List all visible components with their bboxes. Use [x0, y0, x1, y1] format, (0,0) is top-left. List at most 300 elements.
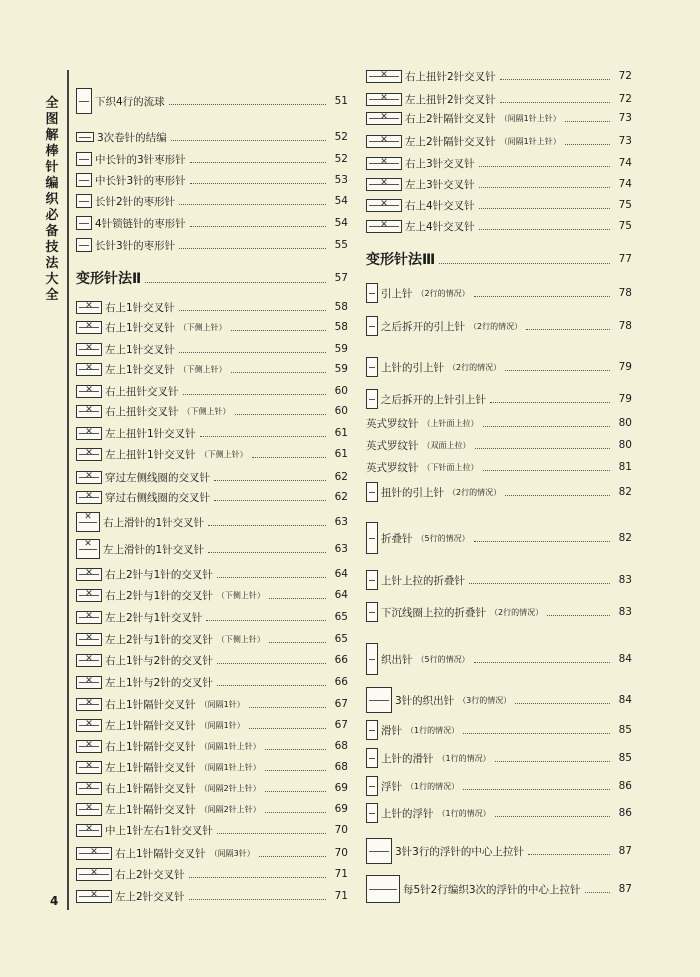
leader-dots — [505, 495, 610, 496]
stitch-symbol-icon — [76, 568, 102, 581]
stitch-symbol-icon — [76, 238, 92, 252]
entry-page-number: 58 — [334, 321, 348, 333]
toc-entry[interactable] — [366, 838, 632, 864]
entry-page-number: 85 — [618, 752, 632, 764]
page-number: 4 — [50, 894, 59, 908]
entry-page-number: 52 — [334, 153, 348, 165]
entry-title: 下沉线圈上拉的折叠针 — [381, 606, 486, 619]
entry-title: 英式罗纹针 — [366, 461, 419, 474]
leader-dots — [269, 598, 326, 599]
leader-dots — [500, 102, 610, 103]
column-divider — [67, 70, 69, 910]
entry-note: （1行的情况） — [437, 753, 491, 763]
entry-title: 右上1针隔针交叉针 — [105, 740, 196, 753]
entry-title: 右上扭针交叉针 — [105, 385, 179, 398]
stitch-symbol-icon — [76, 868, 112, 881]
entry-page-number: 79 — [618, 393, 632, 405]
entry-page-number: 65 — [334, 611, 348, 623]
entry-page-number: 67 — [334, 698, 348, 710]
toc-entry[interactable] — [76, 448, 348, 461]
entry-title: 英式罗纹针 — [366, 439, 419, 452]
entry-page-number: 72 — [618, 70, 632, 82]
leader-dots — [249, 707, 326, 708]
stitch-symbol-icon — [366, 482, 378, 502]
stitch-symbol-icon — [366, 70, 402, 83]
entry-title: 上针的引上针 — [381, 361, 444, 374]
entry-note: （间隔1针上针） — [199, 762, 261, 772]
entry-note: （2行的情况） — [448, 487, 502, 497]
entry-page-number: 62 — [334, 471, 348, 483]
entry-page-number: 69 — [334, 803, 348, 815]
entry-page-number: 67 — [334, 719, 348, 731]
entry-note: （下侧上针） — [199, 449, 248, 459]
leader-dots — [474, 662, 610, 663]
entry-title: 右上扭针交叉针 — [105, 405, 179, 418]
entry-title: 3次卷针的结编 — [97, 131, 167, 144]
toc-entry[interactable] — [366, 522, 632, 554]
toc-entry[interactable] — [366, 112, 632, 125]
entry-note: （间隔3针） — [209, 848, 255, 858]
entry-title: 右上2针交叉针 — [115, 868, 185, 881]
entry-page-number: 78 — [618, 320, 632, 332]
toc-entry[interactable] — [76, 868, 348, 881]
entry-page-number: 63 — [334, 543, 348, 555]
leader-dots — [179, 248, 326, 249]
entry-title: 左上2针交叉针 — [115, 890, 185, 903]
entry-page-number: 66 — [334, 654, 348, 666]
toc-entry[interactable] — [366, 220, 632, 233]
entry-title: 3针3行的浮针的中心上拉针 — [395, 845, 524, 858]
entry-note: （下侧上针） — [178, 322, 227, 332]
entry-page-number: 61 — [334, 448, 348, 460]
toc-entry[interactable] — [76, 405, 348, 418]
toc-entry[interactable] — [76, 676, 348, 689]
leader-dots — [217, 685, 326, 686]
stitch-symbol-icon — [76, 654, 102, 667]
toc-entry[interactable] — [76, 782, 348, 795]
entry-title: 左上扭针2针交叉针 — [405, 93, 496, 106]
entry-title: 左上4针交叉针 — [405, 220, 475, 233]
entry-title: 右上3针交叉针 — [405, 157, 475, 170]
entry-page-number: 83 — [618, 606, 632, 618]
entry-page-number: 73 — [618, 135, 632, 147]
stitch-symbol-icon — [366, 389, 378, 409]
entry-title: 穿过右侧线圈的交叉针 — [105, 491, 210, 504]
stitch-symbol-icon — [366, 602, 378, 622]
stitch-symbol-icon — [76, 132, 94, 142]
spine-title: 全 图 解 棒 针 编 织 必 备 技 法 大 全 — [45, 96, 59, 303]
toc-entry[interactable] — [76, 385, 348, 398]
entry-title: 右上1针与2针的交叉针 — [105, 654, 213, 667]
toc-entry[interactable] — [366, 570, 632, 590]
stitch-symbol-icon — [366, 776, 378, 796]
leader-dots — [190, 183, 326, 184]
entry-title: 扭针的引上针 — [381, 486, 444, 499]
entry-note: （间隔1针） — [199, 720, 245, 730]
entry-page-number: 70 — [334, 847, 348, 859]
toc-entry[interactable] — [366, 389, 632, 409]
entry-title: 长针3针的枣形针 — [95, 239, 176, 252]
toc-entry[interactable] — [76, 803, 348, 816]
stitch-symbol-icon — [76, 216, 92, 230]
toc-entry[interactable] — [366, 602, 632, 622]
entry-page-number: 73 — [618, 112, 632, 124]
entry-page-number: 60 — [334, 385, 348, 397]
entry-page-number: 60 — [334, 405, 348, 417]
toc-entry[interactable] — [366, 417, 632, 430]
stitch-symbol-icon — [76, 890, 112, 903]
leader-dots — [475, 448, 611, 449]
entry-note: （2行的情况） — [416, 288, 470, 298]
stitch-symbol-icon — [366, 687, 392, 713]
entry-page-number: 53 — [334, 174, 348, 186]
toc-entry[interactable] — [76, 824, 348, 837]
stitch-symbol-icon — [76, 471, 102, 484]
entry-title: 长针2针的枣形针 — [95, 195, 176, 208]
leader-dots — [547, 615, 610, 616]
leader-dots — [189, 877, 326, 878]
entry-page-number: 83 — [618, 574, 632, 586]
toc-entry[interactable] — [366, 93, 632, 106]
entry-note: （下侧上针） — [216, 590, 265, 600]
toc-entry[interactable] — [366, 135, 632, 148]
stitch-symbol-icon — [366, 316, 378, 336]
toc-entry[interactable] — [366, 283, 632, 303]
entry-title: 左上2针与1针的交叉针 — [105, 633, 213, 646]
entry-note: （下针面上拉） — [422, 462, 479, 472]
leader-dots — [439, 263, 610, 264]
stitch-symbol-icon — [366, 803, 378, 823]
entry-note: （双面上拉） — [422, 440, 471, 450]
stitch-symbol-icon — [366, 748, 378, 768]
toc-entry[interactable] — [366, 875, 632, 903]
entry-title: 织出针 — [381, 653, 413, 666]
entry-note: （3行的情况） — [458, 695, 512, 705]
toc-entry[interactable] — [366, 178, 632, 191]
leader-dots — [208, 552, 326, 553]
entry-page-number: 78 — [618, 287, 632, 299]
toc-entry[interactable] — [76, 131, 348, 144]
toc-entry[interactable] — [76, 471, 348, 484]
toc-entry[interactable] — [76, 654, 348, 667]
toc-entry[interactable] — [366, 687, 632, 713]
leader-dots — [183, 394, 327, 395]
toc-entry[interactable] — [76, 719, 348, 732]
stitch-symbol-icon — [76, 740, 102, 753]
entry-page-number: 54 — [334, 217, 348, 229]
section-title: 变形针法Ⅱ — [76, 271, 142, 287]
toc-entry[interactable] — [366, 157, 632, 170]
entry-title: 左上2针与1针交叉针 — [105, 611, 203, 624]
entry-page-number: 65 — [334, 633, 348, 645]
leader-dots — [259, 856, 326, 857]
entry-title: 右上2针隔针交叉针 — [405, 112, 496, 125]
leader-dots — [189, 899, 326, 900]
leader-dots — [179, 352, 326, 353]
entry-note: （间隔1针上针） — [499, 113, 561, 123]
toc-entry[interactable] — [366, 803, 632, 823]
section-page-number: 77 — [618, 253, 632, 265]
entry-page-number: 51 — [334, 95, 348, 107]
toc-entry[interactable] — [76, 343, 348, 356]
toc-entry[interactable] — [366, 439, 632, 452]
entry-page-number: 59 — [334, 343, 348, 355]
stitch-symbol-icon — [366, 875, 400, 903]
entry-title: 3针的织出针 — [395, 694, 455, 707]
leader-dots — [217, 577, 326, 578]
toc-entry[interactable] — [366, 316, 632, 336]
toc-entry[interactable] — [76, 611, 348, 624]
entry-title: 右上1针隔针交叉针 — [105, 698, 196, 711]
leader-dots — [179, 310, 326, 311]
leader-dots — [528, 854, 610, 855]
stitch-symbol-icon — [76, 847, 112, 860]
entry-page-number: 87 — [618, 845, 632, 857]
toc-entry[interactable] — [366, 643, 632, 675]
leader-dots — [265, 749, 326, 750]
entry-title: 右上1针隔针交叉针 — [105, 782, 196, 795]
toc-entry[interactable] — [76, 512, 348, 532]
toc-entry[interactable] — [76, 491, 348, 504]
entry-title: 穿过左侧线圈的交叉针 — [105, 471, 210, 484]
stitch-symbol-icon — [76, 512, 100, 532]
entry-page-number: 59 — [334, 363, 348, 375]
stitch-symbol-icon — [366, 220, 402, 233]
entry-note: （下侧上针） — [216, 634, 265, 644]
stitch-symbol-icon — [76, 194, 92, 208]
entry-page-number: 64 — [334, 568, 348, 580]
stitch-symbol-icon — [76, 88, 92, 114]
leader-dots — [231, 372, 326, 373]
leader-dots — [145, 282, 326, 283]
toc-entry[interactable] — [76, 88, 348, 114]
entry-page-number: 52 — [334, 131, 348, 143]
leader-dots — [474, 541, 610, 542]
entry-page-number: 82 — [618, 532, 632, 544]
entry-title: 左上1针隔针交叉针 — [105, 761, 196, 774]
toc-entry[interactable] — [76, 589, 348, 602]
entry-page-number: 75 — [618, 220, 632, 232]
toc-entry[interactable] — [76, 321, 348, 334]
stitch-symbol-icon — [76, 427, 102, 440]
stitch-symbol-icon — [76, 343, 102, 356]
leader-dots — [565, 144, 610, 145]
toc-entry[interactable] — [76, 633, 348, 646]
entry-page-number: 82 — [618, 486, 632, 498]
leader-dots — [490, 402, 610, 403]
entry-note: （间隔2针上针） — [199, 783, 261, 793]
entry-page-number: 86 — [618, 807, 632, 819]
stitch-symbol-icon — [76, 761, 102, 774]
entry-title: 左上1针与2针的交叉针 — [105, 676, 213, 689]
entry-page-number: 74 — [618, 157, 632, 169]
stitch-symbol-icon — [76, 385, 102, 398]
leader-dots — [479, 166, 610, 167]
stitch-symbol-icon — [366, 643, 378, 675]
entry-title: 中上1针左右1针交叉针 — [105, 824, 213, 837]
toc-entry[interactable] — [76, 363, 348, 376]
entry-page-number: 61 — [334, 427, 348, 439]
stitch-symbol-icon — [366, 570, 378, 590]
toc-entry[interactable] — [76, 216, 348, 230]
entry-page-number: 72 — [618, 93, 632, 105]
leader-dots — [208, 525, 326, 526]
entry-title: 左上2针隔针交叉针 — [405, 135, 496, 148]
leader-dots — [495, 761, 610, 762]
stitch-symbol-icon — [76, 589, 102, 602]
section-page-number: 57 — [334, 272, 348, 284]
stitch-symbol-icon — [366, 157, 402, 170]
entry-note: （5行的情况） — [416, 654, 470, 664]
entry-title: 之后拆开的上针引上针 — [381, 393, 486, 406]
toc-entry[interactable] — [366, 776, 632, 796]
leader-dots — [206, 620, 326, 621]
entry-note: （1行的情况） — [406, 781, 460, 791]
entry-page-number: 74 — [618, 178, 632, 190]
entry-title: 左上1针交叉针 — [105, 363, 175, 376]
entry-title: 右上1针隔针交叉针 — [115, 847, 206, 860]
leader-dots — [479, 229, 610, 230]
leader-dots — [526, 329, 610, 330]
toc-entry[interactable] — [76, 194, 348, 208]
leader-dots — [495, 816, 610, 817]
toc-entry[interactable] — [76, 173, 348, 187]
entry-note: （2行的情况） — [490, 607, 544, 617]
stitch-symbol-icon — [76, 363, 102, 376]
leader-dots — [483, 470, 611, 471]
toc-entry[interactable] — [76, 761, 348, 774]
entry-title: 左上扭针1针交叉针 — [105, 427, 196, 440]
stitch-symbol-icon — [76, 539, 100, 559]
leader-dots — [190, 162, 326, 163]
leader-dots — [515, 703, 610, 704]
entry-title: 上针的滑针 — [381, 752, 434, 765]
entry-page-number: 68 — [334, 740, 348, 752]
toc-entry[interactable] — [366, 748, 632, 768]
leader-dots — [469, 583, 610, 584]
leader-dots — [190, 226, 326, 227]
leader-dots — [169, 104, 326, 105]
entry-page-number: 69 — [334, 782, 348, 794]
entry-title: 引上针 — [381, 287, 413, 300]
entry-note: （5行的情况） — [416, 533, 470, 543]
entry-page-number: 75 — [618, 199, 632, 211]
leader-dots — [505, 370, 610, 371]
toc-section-heading[interactable] — [366, 249, 632, 269]
entry-title: 每5针2行编织3次的浮针的中心上拉针 — [403, 883, 581, 896]
toc-entry[interactable] — [76, 740, 348, 753]
entry-title: 左上3针交叉针 — [405, 178, 475, 191]
leader-dots — [474, 296, 610, 297]
leader-dots — [585, 892, 610, 893]
entry-page-number: 66 — [334, 676, 348, 688]
toc-entry[interactable] — [76, 847, 348, 860]
entry-title: 下织4行的流球 — [95, 95, 165, 108]
leader-dots — [200, 436, 326, 437]
leader-dots — [463, 789, 610, 790]
entry-page-number: 84 — [618, 653, 632, 665]
leader-dots — [265, 791, 326, 792]
entry-page-number: 80 — [618, 439, 632, 451]
entry-page-number: 81 — [618, 461, 632, 473]
entry-note: （间隔1针上针） — [499, 136, 561, 146]
toc-entry[interactable] — [366, 482, 632, 502]
toc-section-heading[interactable] — [76, 268, 348, 288]
leader-dots — [483, 426, 611, 427]
leader-dots — [500, 79, 610, 80]
entry-note: （间隔1针上针） — [199, 741, 261, 751]
toc-entry[interactable] — [76, 427, 348, 440]
entry-title: 英式罗纹针 — [366, 417, 419, 430]
toc-entry[interactable] — [76, 301, 348, 314]
entry-page-number: 86 — [618, 780, 632, 792]
toc-entry[interactable] — [366, 199, 632, 212]
entry-page-number: 71 — [334, 868, 348, 880]
entry-page-number: 55 — [334, 239, 348, 251]
toc-entry[interactable] — [366, 70, 632, 83]
stitch-symbol-icon — [76, 698, 102, 711]
entry-note: （下侧上针） — [182, 406, 231, 416]
toc-entry[interactable] — [366, 357, 632, 377]
entry-page-number: 64 — [334, 589, 348, 601]
entry-note: （1行的情况） — [406, 725, 460, 735]
entry-page-number: 54 — [334, 195, 348, 207]
leader-dots — [217, 663, 326, 664]
stitch-symbol-icon — [76, 633, 102, 646]
toc-entry[interactable] — [76, 539, 348, 559]
stitch-symbol-icon — [366, 199, 402, 212]
entry-note: （1行的情况） — [437, 808, 491, 818]
stitch-symbol-icon — [76, 611, 102, 624]
stitch-symbol-icon — [366, 93, 402, 106]
entry-title: 滑针 — [381, 724, 402, 737]
entry-note: （上针面上拉） — [422, 418, 479, 428]
entry-page-number: 71 — [334, 890, 348, 902]
leader-dots — [269, 642, 326, 643]
leader-dots — [235, 414, 327, 415]
entry-title: 4针锁链针的枣形针 — [95, 217, 186, 230]
leader-dots — [565, 121, 610, 122]
stitch-symbol-icon — [76, 301, 102, 314]
stitch-symbol-icon — [76, 491, 102, 504]
entry-title: 之后拆开的引上针 — [381, 320, 465, 333]
leader-dots — [171, 140, 326, 141]
toc-entry[interactable] — [76, 698, 348, 711]
stitch-symbol-icon — [366, 112, 402, 125]
stitch-symbol-icon — [76, 719, 102, 732]
stitch-symbol-icon — [76, 803, 102, 816]
entry-title: 左上1针隔针交叉针 — [105, 803, 196, 816]
leader-dots — [265, 812, 326, 813]
stitch-symbol-icon — [76, 405, 102, 418]
stitch-symbol-icon — [366, 135, 402, 148]
toc-entry[interactable] — [366, 720, 632, 740]
leader-dots — [265, 770, 326, 771]
toc-entry[interactable] — [76, 238, 348, 252]
toc-entry[interactable] — [366, 461, 632, 474]
entry-page-number: 85 — [618, 724, 632, 736]
entry-page-number: 58 — [334, 301, 348, 313]
stitch-symbol-icon — [76, 782, 102, 795]
stitch-symbol-icon — [366, 178, 402, 191]
entry-note: （间隔1针） — [199, 699, 245, 709]
entry-note: （间隔2针上针） — [199, 804, 261, 814]
stitch-symbol-icon — [366, 522, 378, 554]
toc-entry[interactable] — [76, 890, 348, 903]
leader-dots — [217, 833, 326, 834]
toc-entry[interactable] — [76, 152, 348, 166]
toc-entry[interactable] — [76, 568, 348, 581]
